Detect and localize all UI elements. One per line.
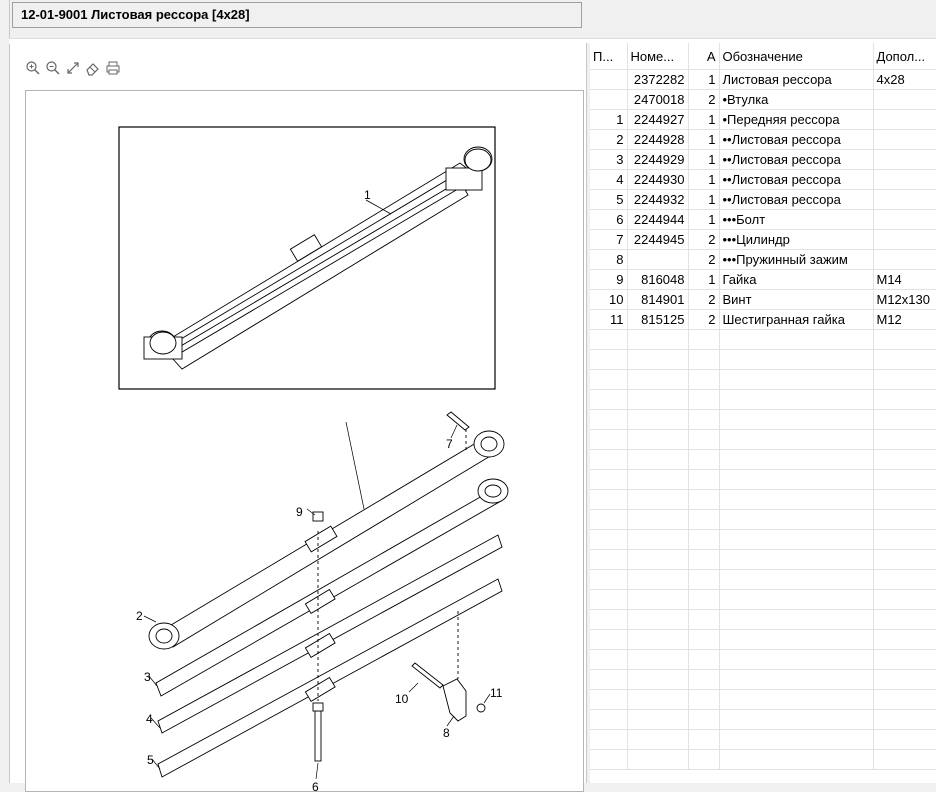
empty-cell [590, 510, 627, 530]
cell-number: 2244929 [627, 150, 688, 170]
empty-cell [873, 370, 936, 390]
empty-table-row [590, 450, 936, 470]
cell-position: 4 [590, 170, 627, 190]
empty-cell [873, 750, 936, 770]
cell-qty: 2 [688, 310, 719, 330]
cell-number: 2244932 [627, 190, 688, 210]
empty-cell [627, 730, 688, 750]
cell-extra: M14 [873, 270, 936, 290]
empty-cell [719, 510, 873, 530]
callout-3: 3 [144, 670, 151, 684]
cell-number: 814901 [627, 290, 688, 310]
cell-position: 5 [590, 190, 627, 210]
parts-table [590, 43, 936, 770]
empty-cell [590, 750, 627, 770]
cell-extra: M12x130 [873, 290, 936, 310]
empty-table-row [590, 550, 936, 570]
empty-cell [719, 610, 873, 630]
empty-table-row [590, 750, 936, 770]
empty-cell [719, 670, 873, 690]
callout-1: 1 [364, 188, 371, 202]
empty-cell [688, 450, 719, 470]
table-row[interactable] [590, 290, 936, 310]
cell-qty: 2 [688, 250, 719, 270]
table-row[interactable] [590, 230, 936, 250]
callout-6: 6 [312, 780, 319, 791]
empty-cell [873, 330, 936, 350]
table-row[interactable] [590, 150, 936, 170]
empty-cell [590, 610, 627, 630]
empty-cell [627, 530, 688, 550]
empty-cell [627, 510, 688, 530]
empty-cell [590, 330, 627, 350]
empty-cell [590, 730, 627, 750]
parts-table-pane [590, 43, 936, 783]
assembled-leaf-spring [144, 147, 492, 369]
empty-cell [719, 530, 873, 550]
empty-table-row [590, 590, 936, 610]
empty-cell [719, 430, 873, 450]
empty-cell [688, 610, 719, 630]
cell-extra: M12 [873, 310, 936, 330]
empty-cell [627, 330, 688, 350]
zoom-in-icon[interactable] [24, 59, 42, 77]
empty-cell [627, 370, 688, 390]
empty-table-row [590, 570, 936, 590]
empty-cell [688, 490, 719, 510]
cell-qty: 1 [688, 130, 719, 150]
empty-cell [719, 730, 873, 750]
empty-cell [688, 470, 719, 490]
cell-position: 9 [590, 270, 627, 290]
empty-cell [590, 410, 627, 430]
empty-cell [688, 410, 719, 430]
empty-cell [873, 390, 936, 410]
empty-cell [627, 470, 688, 490]
empty-cell [627, 350, 688, 370]
cell-number: 2244945 [627, 230, 688, 250]
table-row[interactable] [590, 170, 936, 190]
callout-5: 5 [147, 753, 154, 767]
empty-cell [688, 330, 719, 350]
table-row[interactable] [590, 270, 936, 290]
empty-table-row [590, 370, 936, 390]
empty-cell [873, 510, 936, 530]
cell-designation: ••Листовая рессора [719, 190, 873, 210]
empty-cell [627, 430, 688, 450]
empty-table-row [590, 730, 936, 750]
empty-cell [719, 330, 873, 350]
empty-cell [627, 750, 688, 770]
empty-cell [590, 670, 627, 690]
empty-cell [688, 650, 719, 670]
empty-cell [873, 430, 936, 450]
cell-position: 1 [590, 110, 627, 130]
empty-cell [627, 490, 688, 510]
nut-9 [313, 512, 323, 521]
empty-table-row [590, 390, 936, 410]
empty-cell [719, 630, 873, 650]
callout-11: 11 [490, 686, 503, 700]
empty-cell [627, 650, 688, 670]
cell-extra [873, 130, 936, 150]
empty-cell [873, 550, 936, 570]
empty-cell [627, 570, 688, 590]
empty-cell [873, 650, 936, 670]
table-row[interactable] [590, 250, 936, 270]
cell-number: 2244928 [627, 130, 688, 150]
empty-cell [627, 610, 688, 630]
cell-number: 2244944 [627, 210, 688, 230]
empty-cell [590, 390, 627, 410]
column-header-number[interactable]: Номе... [627, 43, 688, 70]
empty-cell [688, 570, 719, 590]
empty-cell [719, 750, 873, 770]
empty-cell [873, 470, 936, 490]
cell-designation: •••Пружинный зажим [719, 250, 873, 270]
cell-number: 2470018 [627, 90, 688, 110]
cell-number [627, 250, 688, 270]
column-header-extra[interactable]: Допол... [873, 43, 936, 70]
empty-cell [688, 630, 719, 650]
empty-cell [873, 710, 936, 730]
empty-cell [627, 630, 688, 650]
cell-qty: 2 [688, 230, 719, 250]
empty-cell [590, 690, 627, 710]
empty-cell [590, 470, 627, 490]
cell-designation: •Втулка [719, 90, 873, 110]
empty-cell [719, 350, 873, 370]
cell-extra [873, 90, 936, 110]
illustration-pane [10, 43, 586, 791]
table-row[interactable] [590, 310, 936, 330]
cell-qty: 1 [688, 70, 719, 90]
table-row[interactable] [590, 210, 936, 230]
empty-cell [719, 590, 873, 610]
empty-cell [719, 690, 873, 710]
empty-cell [688, 730, 719, 750]
empty-cell [627, 690, 688, 710]
empty-cell [719, 570, 873, 590]
empty-table-row [590, 530, 936, 550]
empty-cell [627, 710, 688, 730]
cell-designation: Винт [719, 290, 873, 310]
empty-cell [627, 550, 688, 570]
empty-table-row [590, 350, 936, 370]
cell-extra [873, 170, 936, 190]
cell-designation: ••Листовая рессора [719, 170, 873, 190]
table-row[interactable] [590, 190, 936, 210]
empty-cell [590, 570, 627, 590]
empty-table-row [590, 410, 936, 430]
empty-cell [873, 730, 936, 750]
cell-qty: 1 [688, 170, 719, 190]
empty-cell [688, 590, 719, 610]
cell-designation: •••Болт [719, 210, 873, 230]
cell-qty: 1 [688, 110, 719, 130]
empty-cell [719, 550, 873, 570]
empty-cell [688, 370, 719, 390]
empty-cell [688, 710, 719, 730]
empty-cell [627, 410, 688, 430]
empty-cell [590, 430, 627, 450]
cell-designation: ••Листовая рессора [719, 130, 873, 150]
empty-cell [719, 490, 873, 510]
cell-position: 3 [590, 150, 627, 170]
cell-extra [873, 250, 936, 270]
cell-extra [873, 210, 936, 230]
cell-position [590, 70, 627, 90]
empty-table-row [590, 610, 936, 630]
empty-cell [873, 590, 936, 610]
empty-cell [688, 510, 719, 530]
empty-table-row [590, 510, 936, 530]
table-header-row [590, 43, 936, 70]
empty-table-row [590, 490, 936, 510]
cell-position: 2 [590, 130, 627, 150]
fit-to-window-icon[interactable] [64, 59, 82, 77]
cell-number: 815125 [627, 310, 688, 330]
callout-10: 10 [395, 692, 409, 706]
empty-cell [590, 590, 627, 610]
column-header-position[interactable]: П... [590, 43, 627, 70]
cell-designation: Листовая рессора [719, 70, 873, 90]
cell-qty: 1 [688, 270, 719, 290]
cell-number: 816048 [627, 270, 688, 290]
callout-8: 8 [443, 726, 450, 740]
drawing-svg [26, 91, 583, 791]
empty-cell [590, 370, 627, 390]
cell-position: 10 [590, 290, 627, 310]
cell-extra [873, 230, 936, 250]
callout-9: 9 [296, 505, 303, 519]
empty-table-row [590, 690, 936, 710]
cell-number: 2244927 [627, 110, 688, 130]
cell-number: 2244930 [627, 170, 688, 190]
empty-cell [873, 490, 936, 510]
cell-qty: 1 [688, 190, 719, 210]
empty-table-row [590, 330, 936, 350]
empty-cell [688, 390, 719, 410]
cell-qty: 2 [688, 90, 719, 110]
empty-cell [590, 630, 627, 650]
table-row[interactable] [590, 90, 936, 110]
hex-nut-11 [477, 704, 485, 712]
cell-number: 2372282 [627, 70, 688, 90]
empty-cell [590, 550, 627, 570]
empty-table-row [590, 650, 936, 670]
empty-cell [719, 370, 873, 390]
table-row[interactable] [590, 70, 936, 90]
empty-table-row [590, 630, 936, 650]
spring-clip-8 [443, 611, 466, 721]
cell-qty: 2 [688, 290, 719, 310]
empty-cell [873, 350, 936, 370]
empty-cell [688, 550, 719, 570]
eraser-icon[interactable] [84, 59, 102, 77]
empty-cell [719, 390, 873, 410]
empty-cell [688, 430, 719, 450]
empty-cell [590, 490, 627, 510]
empty-cell [719, 710, 873, 730]
cell-designation: ••Листовая рессора [719, 150, 873, 170]
empty-cell [719, 470, 873, 490]
table-body [590, 70, 936, 770]
column-header-qty[interactable]: А [688, 43, 719, 70]
cell-designation: Гайка [719, 270, 873, 290]
cell-designation: •••Цилиндр [719, 230, 873, 250]
empty-cell [590, 450, 627, 470]
empty-cell [873, 530, 936, 550]
empty-cell [688, 690, 719, 710]
leaf-3 [156, 479, 508, 696]
empty-cell [873, 670, 936, 690]
empty-cell [719, 450, 873, 470]
table-row[interactable] [590, 110, 936, 130]
empty-cell [873, 570, 936, 590]
empty-cell [688, 350, 719, 370]
cell-position: 6 [590, 210, 627, 230]
empty-cell [873, 630, 936, 650]
cell-position: 7 [590, 230, 627, 250]
empty-table-row [590, 710, 936, 730]
empty-cell [590, 530, 627, 550]
cell-position: 11 [590, 310, 627, 330]
empty-cell [873, 610, 936, 630]
cell-designation: •Передняя рессора [719, 110, 873, 130]
empty-table-row [590, 470, 936, 490]
zoom-out-icon[interactable] [44, 59, 62, 77]
empty-cell [627, 390, 688, 410]
print-icon[interactable] [104, 59, 122, 77]
cell-extra [873, 150, 936, 170]
empty-table-row [590, 670, 936, 690]
column-header-designation[interactable]: Обозначение [719, 43, 873, 70]
empty-cell [627, 590, 688, 610]
empty-cell [590, 650, 627, 670]
illustration-toolbar [24, 59, 122, 79]
window-title: 12-01-9001 Листовая рессора [4x28] [12, 2, 582, 28]
empty-cell [627, 450, 688, 470]
callout-4: 4 [146, 712, 153, 726]
empty-cell [719, 650, 873, 670]
empty-cell [688, 670, 719, 690]
empty-cell [590, 710, 627, 730]
window-left-edge [0, 0, 10, 783]
cell-extra [873, 110, 936, 130]
table-row[interactable] [590, 130, 936, 150]
empty-cell [627, 670, 688, 690]
cell-qty: 1 [688, 210, 719, 230]
empty-cell [719, 410, 873, 430]
cell-qty: 1 [688, 150, 719, 170]
cell-extra: 4x28 [873, 70, 936, 90]
cell-extra [873, 190, 936, 210]
cell-designation: Шестигранная гайка [719, 310, 873, 330]
empty-table-row [590, 430, 936, 450]
empty-cell [590, 350, 627, 370]
empty-cell [873, 410, 936, 430]
callout-2: 2 [136, 609, 143, 623]
empty-cell [873, 690, 936, 710]
cell-position [590, 90, 627, 110]
empty-cell [688, 750, 719, 770]
empty-cell [688, 530, 719, 550]
cell-position: 8 [590, 250, 627, 270]
callout-7: 7 [446, 437, 453, 451]
empty-cell [873, 450, 936, 470]
exploded-view-drawing[interactable] [25, 90, 584, 792]
